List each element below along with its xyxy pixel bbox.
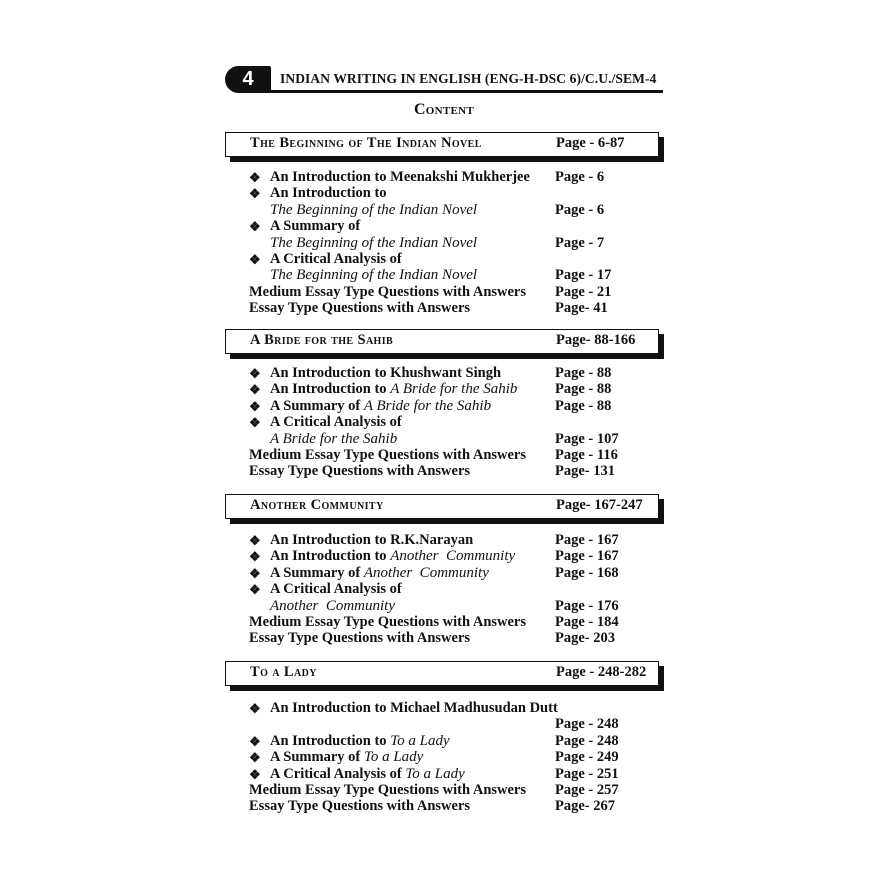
work-title: A Bride for the Sahib <box>363 397 492 414</box>
entry-page: Page- 203 <box>555 630 615 647</box>
diamond-bullet-icon: ❖ <box>249 366 261 381</box>
entry-text <box>270 267 477 284</box>
entry-text: An Introduction to A Bride for the Sahib <box>270 381 518 398</box>
section-page-range: Page- 88-166 <box>556 332 636 348</box>
page-header <box>225 66 663 94</box>
work-title: The Beginning of the Indian Novel <box>270 201 478 218</box>
section-title: A Bride for the Sahib <box>250 332 394 348</box>
toc-entry <box>249 218 669 235</box>
running-title: INDIAN WRITING IN ENGLISH (ENG-H-DSC 6)/C.U./SEM-4 <box>280 71 657 86</box>
entry-page: Page - 107 <box>555 430 619 447</box>
diamond-bullet-icon: ❖ <box>249 170 261 185</box>
entry-text: A Critical Analysis of <box>270 251 402 267</box>
entry-text: An Introduction to R.K.Narayan <box>270 532 474 548</box>
work-title: Another Community <box>363 564 489 581</box>
diamond-bullet-icon: ❖ <box>249 733 261 749</box>
toc-entry <box>249 798 669 815</box>
section-page-range: Page - 6-87 <box>556 135 625 151</box>
section-page-range: Page - 248-282 <box>556 664 647 680</box>
entry-text: An Introduction to To a Lady <box>270 732 450 749</box>
toc-entry <box>249 630 669 647</box>
entry-text <box>270 598 395 615</box>
entry-text: A Summary of <box>270 218 361 235</box>
toc-entry <box>249 598 669 615</box>
entry-page: Page - 251 <box>555 765 619 782</box>
entry-text: Essay Type Questions with Answers <box>249 463 471 480</box>
entry-page: Page - 116 <box>555 447 618 463</box>
work-title: To a Lady <box>390 732 450 749</box>
entry-page: Page - 248 <box>555 716 619 733</box>
work-title: To a Lady <box>363 749 424 766</box>
section-title: To a Lady <box>250 664 317 680</box>
toc-entry <box>249 251 669 268</box>
header-rule <box>265 90 663 93</box>
entry-text: A Critical Analysis of <box>270 414 402 431</box>
diamond-bullet-icon: ❖ <box>249 582 261 598</box>
page-number-badge: 4 <box>225 66 271 93</box>
entry-page: Page - 21 <box>555 283 612 300</box>
entry-page: Page - 7 <box>555 234 605 251</box>
section-page-range: Page- 167-247 <box>556 497 643 513</box>
toc-entry <box>249 565 669 582</box>
entry-page: Page - 88 <box>555 365 612 381</box>
work-title: Another Community <box>270 597 395 614</box>
entry-text <box>270 235 477 252</box>
entry-text: A Critical Analysis of <box>270 581 402 598</box>
entry-page: Page - 88 <box>555 397 612 414</box>
toc-entry <box>249 185 669 202</box>
toc-entry <box>249 202 669 219</box>
diamond-bullet-icon: ❖ <box>249 533 261 548</box>
contents-title: Content <box>413 101 475 118</box>
diamond-bullet-icon: ❖ <box>249 701 261 716</box>
toc-entry <box>249 749 669 766</box>
diamond-bullet-icon: ❖ <box>249 398 261 414</box>
section-header <box>225 661 659 686</box>
work-title: Another Community <box>390 548 516 565</box>
toc-entry <box>249 700 669 717</box>
toc-entry <box>249 431 669 448</box>
toc-entry <box>249 447 669 464</box>
diamond-bullet-icon: ❖ <box>249 766 261 782</box>
entry-text: Essay Type Questions with Answers <box>249 300 471 317</box>
section-header <box>225 132 659 157</box>
toc-entry <box>249 169 669 186</box>
entry-text <box>270 431 397 448</box>
entry-text: Medium Essay Type Questions with Answers <box>249 447 527 463</box>
entry-text: Medium Essay Type Questions with Answers <box>249 283 527 300</box>
entry-text: A Summary of To a Lady <box>270 749 424 766</box>
diamond-bullet-icon: ❖ <box>249 219 261 235</box>
toc-entry <box>249 766 669 783</box>
diamond-bullet-icon: ❖ <box>249 549 261 565</box>
entry-page: Page- 41 <box>555 300 608 317</box>
toc-entry <box>249 284 669 301</box>
toc-entry <box>249 365 669 382</box>
diamond-bullet-icon: ❖ <box>249 750 261 766</box>
toc-entry <box>249 381 669 398</box>
toc-entry <box>249 532 669 549</box>
entry-page: Page- 131 <box>555 463 615 480</box>
work-title: To a Lady <box>405 765 465 782</box>
toc-entry <box>249 782 669 799</box>
entry-text: A Summary of A Bride for the Sahib <box>270 397 492 414</box>
entry-text: An Introduction to Another Community <box>270 548 516 565</box>
entry-page: Page - 184 <box>555 614 619 630</box>
section-title: Another Community <box>250 497 384 513</box>
diamond-bullet-icon: ❖ <box>249 382 261 398</box>
toc-entry <box>249 581 669 598</box>
diamond-bullet-icon: ❖ <box>249 565 261 581</box>
toc-entry <box>249 548 669 565</box>
entry-text: An Introduction to Michael Madhusudan Dutt <box>270 700 558 716</box>
entry-page: Page- 267 <box>555 798 615 815</box>
entry-page: Page - 176 <box>555 597 619 614</box>
work-title: A Bride for the Sahib <box>390 381 518 398</box>
entry-page: Page - 6 <box>555 201 605 218</box>
diamond-bullet-icon: ❖ <box>249 186 261 202</box>
entry-page: Page - 6 <box>555 169 605 185</box>
entry-text: An Introduction to Meenakshi Mukherjee <box>270 169 530 185</box>
toc-entry <box>249 614 669 631</box>
entry-page: Page - 167 <box>555 548 619 565</box>
entry-page: Page - 167 <box>555 532 619 548</box>
toc-entry <box>249 235 669 252</box>
section-header <box>225 494 659 519</box>
entry-text: Medium Essay Type Questions with Answers <box>249 614 527 630</box>
entry-text: An Introduction to Khushwant Singh <box>270 365 502 381</box>
entry-page: Page - 249 <box>555 749 619 766</box>
entry-text: A Critical Analysis of To a Lady <box>270 765 465 782</box>
toc-entry <box>249 716 669 733</box>
entry-text: Essay Type Questions with Answers <box>249 798 471 815</box>
entry-text: Medium Essay Type Questions with Answers <box>249 782 527 798</box>
toc-entry <box>249 463 669 480</box>
section-title: The Beginning of The Indian Novel <box>250 135 482 151</box>
work-title: The Beginning of the Indian Novel <box>270 267 478 284</box>
toc-entry <box>249 414 669 431</box>
toc-entry <box>249 267 669 284</box>
toc-entry <box>249 398 669 415</box>
entry-text: A Summary of Another Community <box>270 564 489 581</box>
diamond-bullet-icon: ❖ <box>249 415 261 431</box>
entry-page: Page - 168 <box>555 564 619 581</box>
diamond-bullet-icon: ❖ <box>249 252 261 267</box>
entry-page: Page - 257 <box>555 782 619 798</box>
work-title: The Beginning of the Indian Novel <box>270 234 478 251</box>
work-title: A Bride for the Sahib <box>270 430 398 447</box>
toc-entry <box>249 300 669 317</box>
entry-text: Essay Type Questions with Answers <box>249 630 471 647</box>
toc-entry <box>249 733 669 750</box>
entry-page: Page - 17 <box>555 267 612 284</box>
entry-page: Page - 88 <box>555 381 612 398</box>
entry-text <box>270 202 477 219</box>
entry-text: An Introduction to <box>270 185 387 202</box>
section-header <box>225 329 659 354</box>
entry-page: Page - 248 <box>555 732 619 749</box>
